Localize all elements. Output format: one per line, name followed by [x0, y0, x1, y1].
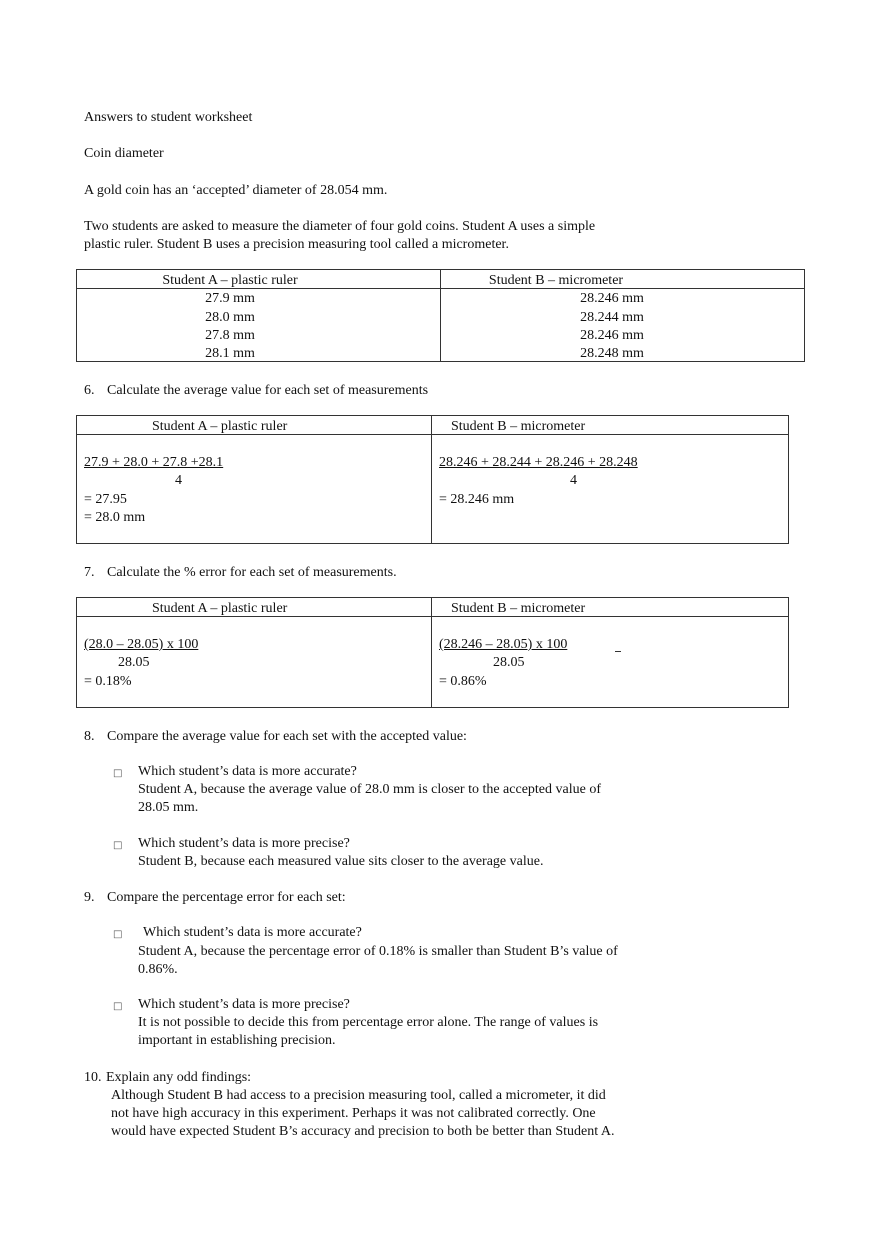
q10-answer-line-3: would have expected Student B’s accuracy and precision to both be better than Student A.: [111, 1124, 615, 1139]
q9-bullet1-answer-2: 0.86%.: [138, 962, 178, 977]
table-cell-a: 28.0 mm: [205, 310, 255, 325]
table-cell-b: 28.244 mm: [580, 310, 644, 325]
q6-a-numerator: 27.9 + 28.0 + 27.8 +28.1: [84, 455, 224, 470]
q10-number: 10.: [84, 1070, 102, 1085]
q9-bullet2-answer-1: It is not possible to decide this from percentage error alone. The range of values is: [138, 1015, 599, 1030]
table-cell-b: 28.246 mm: [580, 291, 644, 306]
q7-header-b: Student B – micrometer: [451, 601, 586, 616]
q6-a-result-1: = 27.95: [84, 492, 127, 507]
q6-a-denominator: 4: [175, 473, 182, 488]
q6-b-denominator: 4: [570, 473, 577, 488]
q7-a-numerator: (28.0 – 28.05) x 100: [84, 637, 199, 652]
intro-text: A gold coin has an ‘accepted’ diameter of 28.054 mm.: [84, 183, 388, 198]
q7-a-denominator: 28.05: [118, 655, 150, 670]
table-cell-b: 28.248 mm: [580, 346, 644, 361]
q9-bullet1-answer-1: Student A, because the percentage error of 0.18% is smaller than Student B’s value of: [138, 944, 618, 959]
table1-header-b: Student B – micrometer: [488, 273, 624, 288]
q7-text: Calculate the % error for each set of measurements.: [107, 565, 397, 580]
q8-text: Compare the average value for each set with the accepted value:: [107, 729, 467, 744]
page-title: Answers to student worksheet: [84, 110, 253, 125]
q6-text: Calculate the average value for each set of measurements: [107, 383, 429, 398]
q9-number: 9.: [84, 890, 95, 905]
table-cell-a: 27.8 mm: [205, 328, 255, 343]
table-cell-a: 28.1 mm: [205, 346, 255, 361]
q9-bullet2-question: Which student’s data is more precise?: [138, 997, 350, 1012]
table-cell-a: 27.9 mm: [205, 291, 255, 306]
q7-b-numerator: (28.246 – 28.05) x 100: [439, 637, 568, 652]
q10-answer-line-1: Although Student B had access to a precision measuring tool, called a micrometer, it did: [111, 1088, 606, 1103]
q6-header-b: Student B – micrometer: [451, 419, 586, 434]
q8-bullet1-answer-2: 28.05 mm.: [138, 800, 199, 815]
q9-text: Compare the percentage error for each set:: [107, 890, 346, 905]
q10-answer-line-2: not have high accuracy in this experiment. Perhaps it was not calibrated correctly. One: [111, 1106, 596, 1121]
q8-number: 8.: [84, 729, 95, 744]
table1-header-a: Student A – plastic ruler: [162, 273, 298, 288]
q9-bullet1-question: Which student’s data is more accurate?: [143, 925, 362, 940]
q8-bullet1-answer-1: Student A, because the average value of 28.0 mm is closer to the accepted value of: [138, 782, 601, 797]
section-subtitle: Coin diameter: [84, 146, 164, 161]
checkbox-bullet-icon: □: [113, 768, 123, 779]
q6-number: 6.: [84, 383, 95, 398]
q6-a-result-2: = 28.0 mm: [84, 510, 146, 525]
q6-b-numerator: 28.246 + 28.244 + 28.246 + 28.248: [439, 455, 638, 470]
table-cell-b: 28.246 mm: [580, 328, 644, 343]
checkbox-bullet-icon: □: [113, 1001, 123, 1012]
intro-paragraph-line-2: plastic ruler. Student B uses a precision measuring tool called a micrometer.: [84, 237, 509, 252]
q9-bullet2-answer-2: important in establishing precision.: [138, 1033, 336, 1048]
q8-bullet2-question: Which student’s data is more precise?: [138, 836, 350, 851]
q7-b-result: = 0.86%: [439, 674, 487, 689]
q7-a-result: = 0.18%: [84, 674, 132, 689]
checkbox-bullet-icon: □: [113, 840, 123, 851]
q7-number: 7.: [84, 565, 95, 580]
q8-bullet2-answer-1: Student B, because each measured value sits closer to the average value.: [138, 854, 544, 869]
intro-paragraph-line-1: Two students are asked to measure the diameter of four gold coins. Student A uses a simple: [84, 219, 596, 234]
q7-header-a: Student A – plastic ruler: [152, 601, 288, 616]
q7-b-denominator: 28.05: [493, 655, 525, 670]
q10-text: Explain any odd findings:: [106, 1070, 252, 1085]
checkbox-bullet-icon: □: [113, 929, 123, 940]
q6-b-result: = 28.246 mm: [439, 492, 515, 507]
q6-header-a: Student A – plastic ruler: [152, 419, 288, 434]
q8-bullet1-question: Which student’s data is more accurate?: [138, 764, 357, 779]
